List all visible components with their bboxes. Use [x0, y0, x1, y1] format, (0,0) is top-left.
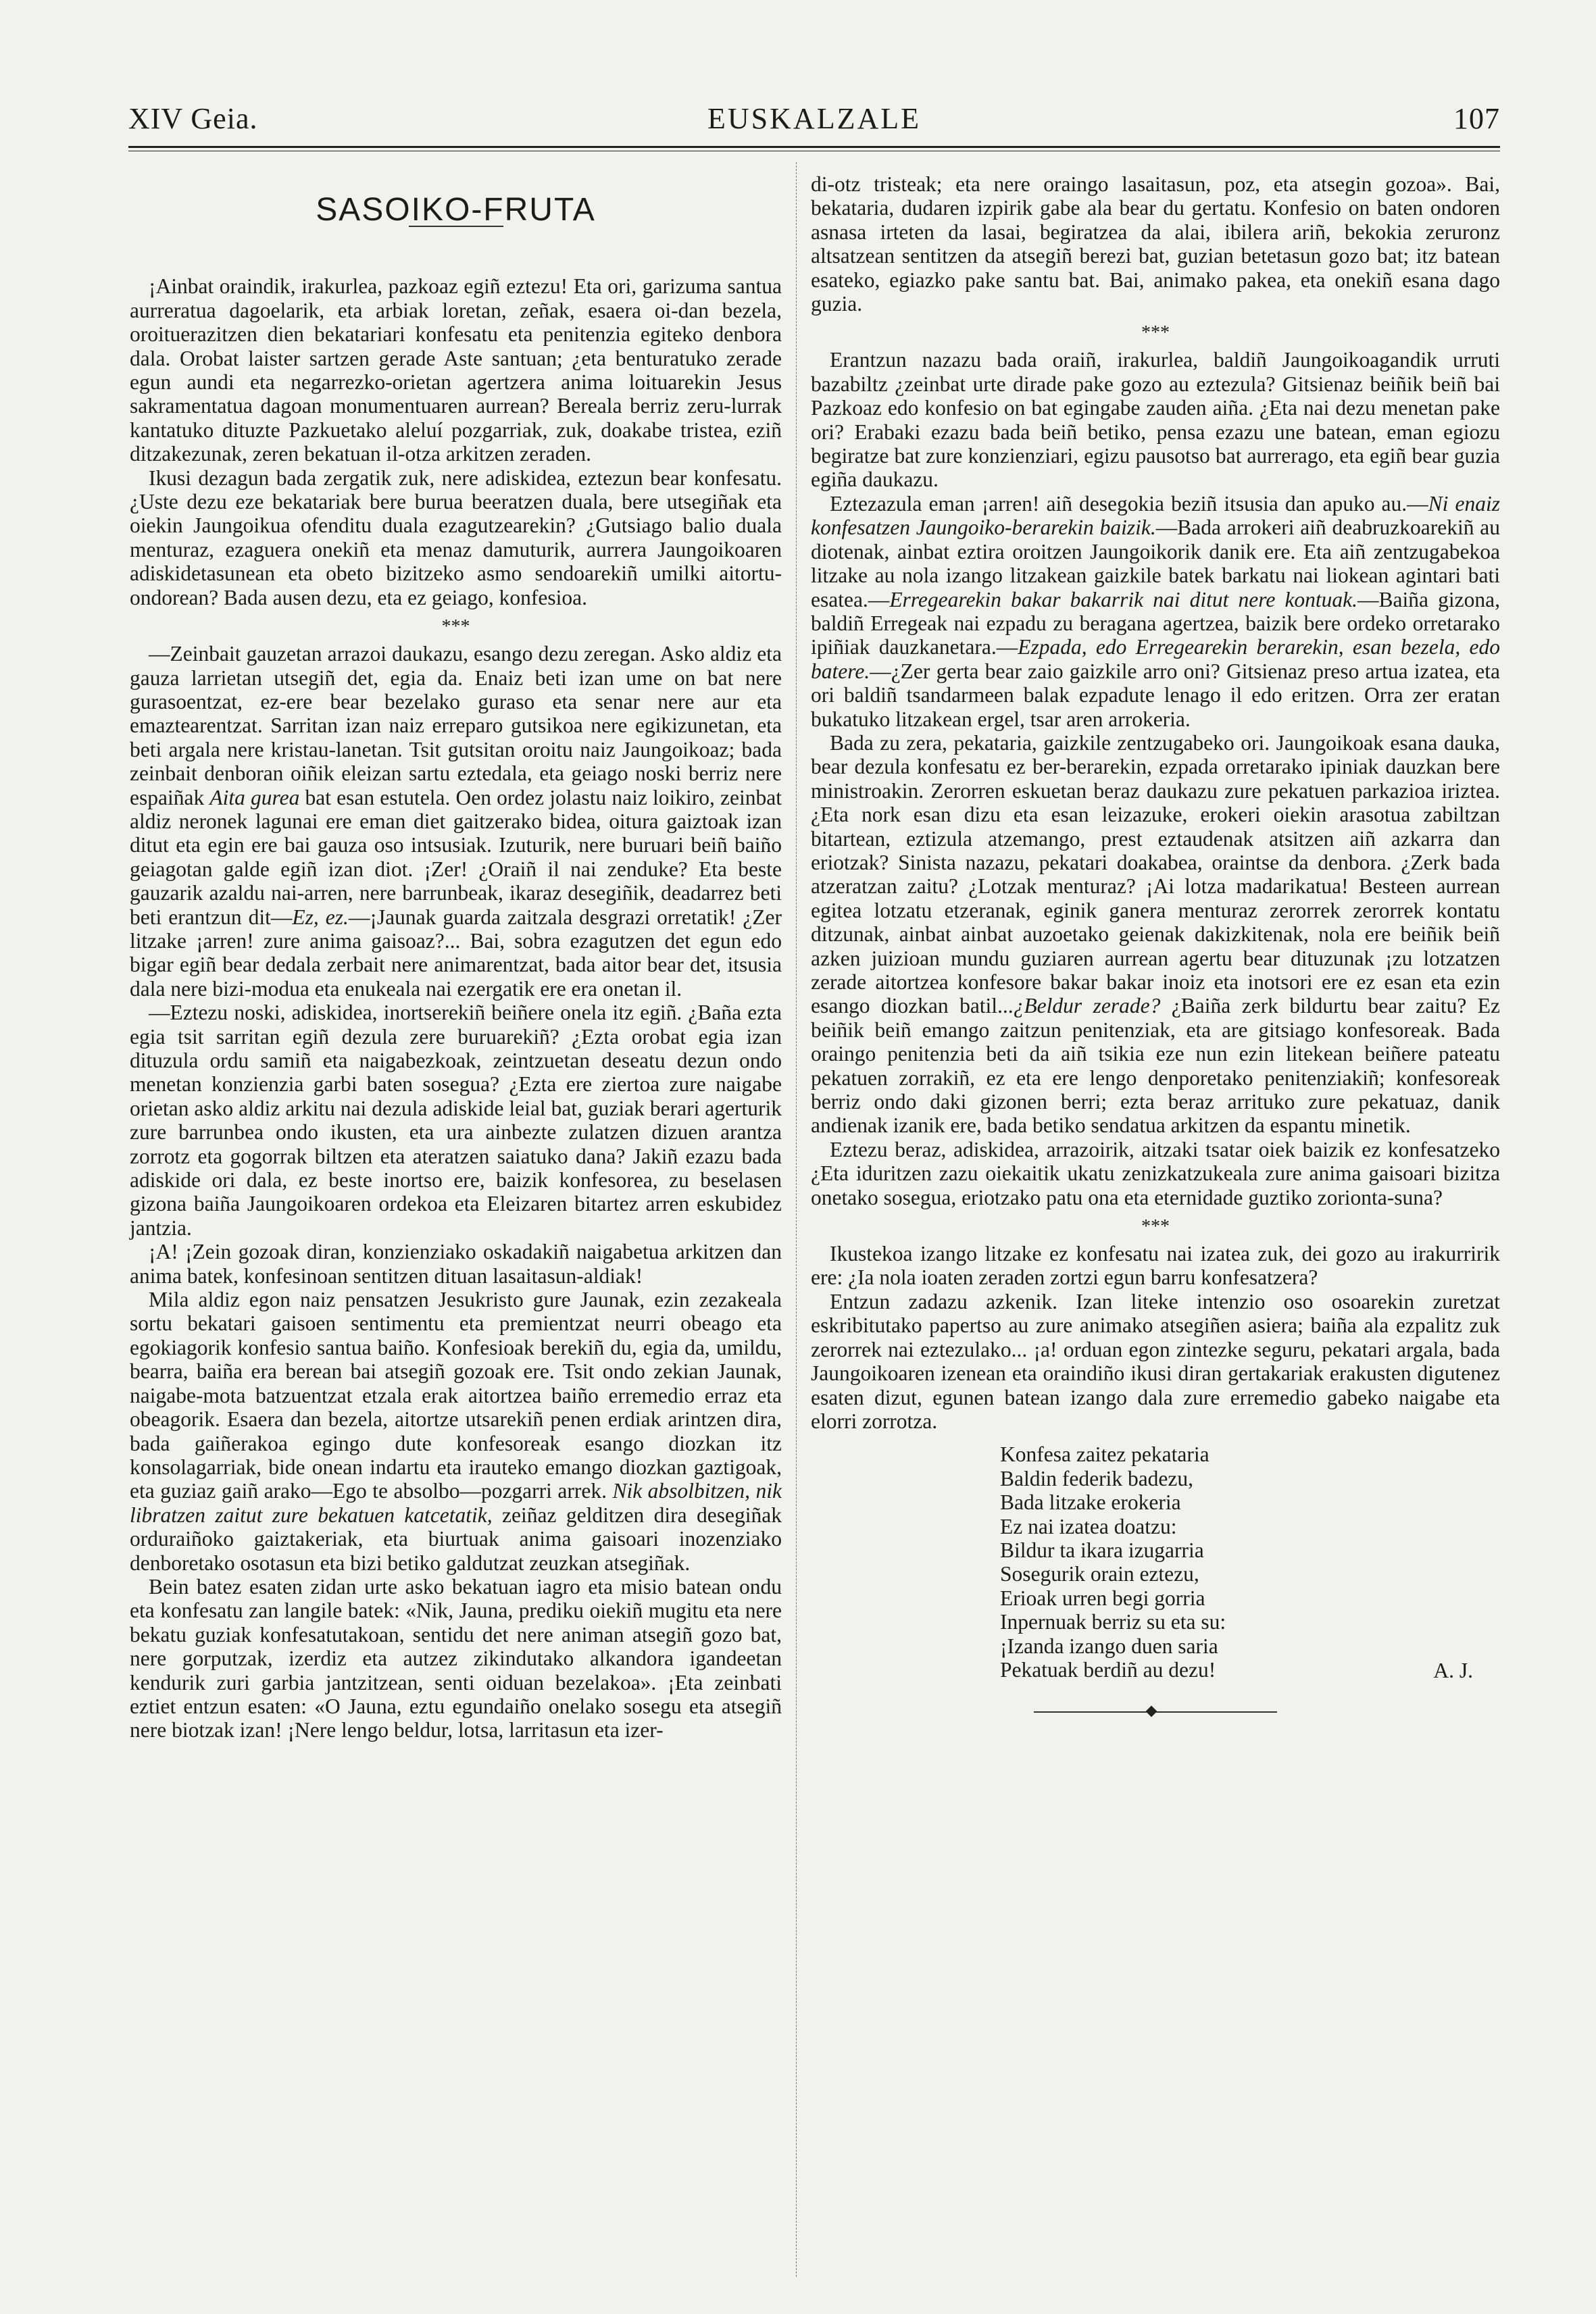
- paragraph: Eztezu beraz, adiskidea, arrazoirik, aitzaki tsatar oiek baizik ez konfesatzeko ¿Eta iduritzen zazu oiekaitik ukatu zenizkatzukeala zure anima gaisoari bizitza onetako sosegua, eriotzako patu ona eta eternidade guztiko zorionta-suna?: [811, 1137, 1500, 1209]
- header-rule: [128, 146, 1500, 151]
- poem-line: ¡Izanda izango duen saria: [1000, 1634, 1218, 1658]
- volume-label: XIV Geia.: [128, 102, 258, 135]
- section-stars: ***: [1141, 1216, 1170, 1238]
- poem-line: Inpernuak berriz su eta su:: [1000, 1610, 1226, 1634]
- italic-phrase: Erregearekin bakar bakarrik nai ditut nere kontuak.: [889, 587, 1358, 611]
- left-column: [130, 172, 782, 1742]
- italic-phrase: Aita gurea: [209, 785, 300, 809]
- paragraph: Ikusi dezagun bada zergatik zuk, nere adiskidea, eztezun bear konfesatu. ¿Uste dezu eze bekatariak bere burua beeratzen duala, bere utsegiñak eta oiekin Jaungoikua ofenditu duala ezagutzearekin? ¿Gutsiago balio duala menturaz, ezaguera onekiñ eta menaz damuturik, aurrera Jaungoikoaren adiskidetasunean eta obeto bizitzeko asmo sendoarekiñ umilki aitortu-ondorean? Bada ausen dezu, eta ez geiago, konfesioa.: [130, 466, 782, 609]
- paragraph: Entzun zadazu azkenik. Izan liteke intenzio oso osoarekin zuretzat eskribitutako papertso au zure animako atsegiñen asiera; baiña ala ezpalitz zuk zerorrek nai eztezulako... ¡a! orduan egon zintezke seguru, pekatari argala, bada Jaungoikoaren izenean eta oraindiño ikusi diran gertakariak erakusten digutenez esaten dizut, egunen batean izango dala zure erremedio gabeko naigabe eta elorri zorrotza.: [811, 1289, 1500, 1433]
- poem-line: Pekatuak berdiñ au dezu!: [1000, 1657, 1216, 1682]
- poem-line: Sosegurik orain eztezu,: [1000, 1562, 1199, 1586]
- paragraph: Mila aldiz egon naiz pensatzen Jesukristo gure Jaunak, ezin zezakeala sortu bekatari gaisoen sentimentu eta premientzat neurri obeago eta egokiagorik konfesio santua baiño. Konfesioak berekiñ du, egia da, umildu, bearra, baiña era berean bai atsegiñ gozoak ere. Tsit ondo zekian Jaunak, naigabe-mota batzuentzat etzala erak aitortzea baiño erremedio erraz eta obeagorik. Esaera dan bezela, aitortze utsarekiñ penen erdiak arintzen dira, bada gaiñerakoa egingo dute konfesoreak esango diozkan itz konsolagarriak, bide onean indartu eta irauteko emango diozkan gaztigoak, eta guziaz gaiñ arako—Ego te absolbo—pozgarri arrek. Nik absolbitzen, nik libratzen zaitut zure bekatuen katcetatik, zeiñaz gelditzen dira desegiñak orduraiñoko gaiztakeriak, eta biurtuak anima gaisoari inozenziako denboretako osotasun eta bizi betiko galdutzat zeuzkan atsegiñak.: [130, 1288, 782, 1575]
- poem-line: Baldin federik badezu,: [1000, 1466, 1194, 1490]
- section-stars: ***: [441, 616, 470, 638]
- poem-line: Bildur ta ikara izugarria: [1000, 1538, 1204, 1562]
- italic-phrase: Nik absolbitzen, nik libratzen zaitut zure bekatuen katcetatik,: [130, 1479, 782, 1527]
- italic-phrase: Ni enaiz konfesatzen Jaungoiko-berarekin baizik.: [811, 491, 1500, 540]
- article-title: SASOIKO-FRUTA: [316, 192, 596, 228]
- column-divider: [796, 162, 797, 2277]
- italic-phrase: ¿Beldur zerade?: [1013, 994, 1161, 1018]
- poem-line: Konfesa zaitez pekataria: [1000, 1442, 1210, 1467]
- paragraph: di-otz tristeak; eta nere oraingo lasaitasun, poz, eta atsegin gozoa». Bai, bekataria, dudaren izpirik gabe ala bear du gertatu. Konfesio on baten ondoren asnasa irteten da lasai, begiratzea da alai, ibilera ariñ, bekokia zeruronz altsatzean sentitzen da atsegiñ berezi bat, guzian betetasun gozo bat; itz batean esateko, egiazko pake santu bat. Bai, animako pakea, eta onekiñ esana dago guzia.: [811, 172, 1500, 316]
- paragraph: Ikustekoa izango litzake ez konfesatu nai izatea zuk, dei gozo au irakurririk ere: ¿Ia nola ioaten zeraden zortzi egun barru konfesatzera?: [811, 1242, 1500, 1290]
- poem-line: Ez nai izatea doatzu:: [1000, 1514, 1177, 1538]
- italic-phrase: Ezpada, edo Erregearekin berarekin, esan bezela, edo batere.: [811, 635, 1500, 683]
- poem-line: Erioak urren begi gorria: [1000, 1586, 1205, 1610]
- author-signature: A. J.: [1433, 1659, 1473, 1683]
- paragraph: Bein batez esaten zidan urte asko bekatuan iagro eta misio batean ondu eta konfesatu zan langile batek: «Nik, Jauna, prediku oiekiñ mugitu eta nere bekatu guziak konfesatutakoan, sentidu det nere animan atsegiñ gozo bat, nere gorputzak, izerdiz eta autzez zikindutako alkandora igandeetan kendurik zuri garbia jantzitzean, senti oiduan bezelakoa». ¡Eta zeinbati eztiet entzun esaten: «O Jauna, eztu egundaiño onelako sosegu eta atsegiñ nere biotzak izan! ¡Nere lengo beldur, lotsa, larritasun eta izer-: [130, 1574, 782, 1742]
- paragraph: ¡Ainbat oraindik, irakurlea, pazkoaz egiñ eztezu! Eta ori, garizuma santua aurreratua dagoelarik, eta arbiak loretan, zeñak, esaera oi-dan bezela, oroituerazitzen dien bekatariari konfesatu eta penitenzia egiteko denbora dala. Orobat laister sartzen gerade Aste santuan; ¿eta benturatuko zerade egun aundi eta negarrezko-orietan agertzera anima loituarekin Jesus sakramentatua dagoan monumentuaren aurrean? Bereala berriz zeru-lurrak kantatuko dituzte Pazkuetako aleluí pozgarriak, zuk, doakabe tristea, eziñ ditzakezunak, zeren bekatuan il-otza arkitzen zeraden.: [130, 274, 782, 466]
- italic-phrase: Ez, ez.: [292, 905, 349, 929]
- poem: [1000, 1442, 1500, 1682]
- paragraph: Bada zu zera, pekataria, gaizkile zentzugabeko ori. Jaungoikoak esana dauka, bear dezula konfesatu ez ber-berarekin, ezpada orretarako ipiniak dauzkan bere ministroakin. Zerorren eskuetan beraz daukazu zure pekatuen parkazioa iriztea. ¿Eta nork esan dizu eta esan leizazuke, erokeri oiekin arasotua zabiltzan bitartean, eztizula atzemango, prest eztaudenak atsitzen aiñ azkarra dan eriotzak? Sinista nazazu, pekatari doakabea, oraintse da denbora. ¿Zerk bada atzeratzan zaitu? ¿Lotzak menturaz? ¡Ai lotza madarikatua! Besteen aurrean egitea lotzatu etzeranak, eginik ganera menturaz zerorrek zerorrek kontatu ditzunak, ainbat ainbat auzoetako geienak dakizkitenak, nola ere beiñik beiñ azken juizioan mundu guziaren aurrean agertu bear dituzunak ¡zu lotzatzen zerade aitortzea konfesore bakar bakar inoiz eta inotsori ere ez esan eta ezin esango diozkan batil...¿Beldur zerade? ¿Baiña zerk bildurtu bear zaitu? Ez beiñik beiñ emango zaitzun penitenziak, eta are gitsiago konfesoreak. Bada oraingo penitenzia beti da aiñ tsikia eze nun ezin litekean beiñere pateatu pekatuen zorrakiñ, ez eta ere lengo denporetako penitenziakiñ; konfesoreak berriz ondo daki gizonen berri; ezta beraz arrituko zure pekatuaz, danik andienak izanik ere, bada betiko sendatua arkitzen da espantu minetik.: [811, 730, 1501, 1138]
- paragraph: ¡A! ¡Zein gozoak diran, konzienziako oskadakiñ naigabetua arkitzen dan anima batek, konfesinoan sentitzen dituan lasaitasun-aldiak!: [130, 1240, 782, 1288]
- end-ornament: [1034, 1707, 1277, 1717]
- page-number: 107: [1453, 102, 1500, 135]
- right-column: [811, 172, 1500, 1717]
- paragraph: Eztezazula eman ¡arren! aiñ desegokia beziñ itsusia dan apuko au.—Ni enaiz konfesatzen Jaungoiko-berarekin baizik.—Bada arrokeri aiñ deabruzkoarekiñ au diotenak, ainbat eztira oroitzen Jaungoikorik danik ere. Eta aiñ zentzugabekoa litzake au nola izango litzakean gaizkile batek barkatu nai liokean agintari bati esatea.—Erregearekin bakar bakarrik nai ditut nere kontuak.—Baiña gizona, baldiñ Erregeak nai ezpadu zu beragana agertzea, baizik bere ordeko orretarako ipiñiak dauzkanetara.—Ezpada, edo Erregearekin berarekin, esan bezela, edo batere.—¿Zer gerta bear zaio gaizkile arro oni? Gitsienaz preso artua izatea, eta ori baldiñ tsandarmeen balak ezpadute lenago il edo eritzen. Orra zer eratan bukatuko litzakean ergel, tsar aren arrokeria.: [811, 491, 1500, 731]
- paragraph: Erantzun nazazu bada oraiñ, irakurlea, baldiñ Jaungoikoagandik urruti bazabiltz ¿zeinbat urte dirade pake gozo au eztezula? Gitsienaz beiñik beiñ bai Pazkoaz edo konfesio on bat egingabe zauden aiña. ¿Eta nai dezu menetan pake ori? Erabaki ezazu bada beiñ betiko, pensa ezazu une batean, eman egiozu begiratze bat zure konzienziari, egizu pausotso bat aurrerago, eta egiñ bear guzia egiña daukazu.: [811, 348, 1500, 492]
- paragraph: —Eztezu noski, adiskidea, inortserekiñ beiñere onela itz egiñ. ¿Baña ezta egia tsit sarritan egiñ dezula zere buruarekiñ? ¿Ezta orobat egia izan dituzula ordu samiñ eta naigabezkoak, zeintzuetan deseatu dezun ondo menetan konzienzia garbi baten sosegua? ¿Ezta ere ziertoa zure naigabe orietan asko aldiz arkitu nai dezula adiskide leial bat, guziak berari agerturik zure barrunbea ondo ikusten, eta ura ainbezte zulatzen dizuen arantza zorrotz eta gogorrak biltzen eta ateratzen saiatuko dana? Jakiñ ezazu bada adiskide ori dala, ez beste inortso ere, baizik konfesorea, zu beselasen gizona baiña Jaungoikoaren ordekoa eta Eleizaren bitartez arren eskubidez jantzia.: [130, 1001, 782, 1240]
- paragraph: —Zeinbait gauzetan arrazoi daukazu, esango dezu zeregan. Asko aldiz eta gauza larrietan utsegiñ det, egia da. Enaiz beti izan ume on bat nere gurasoentzat, ez-ere bear bezelako guraso eta senar nere aur eta emaztearentzat. Sarritan izan naiz erreparo gutsikoa nere egikizunetan, eta beti argala nere kristau-lanetan. Tsit gutsitan oroitu naiz Jaungoikoaz; bada zeinbait denboran oiñik eleizan sartu eztedala, eta geiago noski berriz nere espaiñak Aita gurea bat esan estutela. Oen ordez jolastu naiz loikiro, zeinbat aldiz neronek lagunai ere eman diet gaitzerako bidea, oitura gaiztoak izan ditut eta egin ere bai gauza oso intsusiak. Izuturik, nere buruari beiñ baiño geiagotan galde egiñ izan diot. ¡Zer! ¿Oraiñ il nai zenduke? Eta beste gauzarik azaldu nai-arren, nere barrunbeak, ikaraz desegiñik, deadarrez beti beti erantzun dit—Ez, ez.—¡Jaunak guarda zaitzala desgrazi orretatik! ¿Zer litzake ¡arren! zure anima gaisoaz?... Bai, sobra ezagutzen det egun edo bigar egiñ bear dedala zerbait nere animarentzat, bada aitor bear det, itsusia dala nere bizi-modua eta enukeala nai ezergatik ere era onetan il.: [130, 642, 782, 1001]
- section-stars: ***: [1141, 322, 1170, 344]
- poem-line: Bada litzake erokeria: [1000, 1490, 1181, 1515]
- page-header: [128, 95, 1500, 149]
- journal-title: EUSKALZALE: [707, 102, 921, 135]
- ornament-diamond: [1146, 1705, 1157, 1717]
